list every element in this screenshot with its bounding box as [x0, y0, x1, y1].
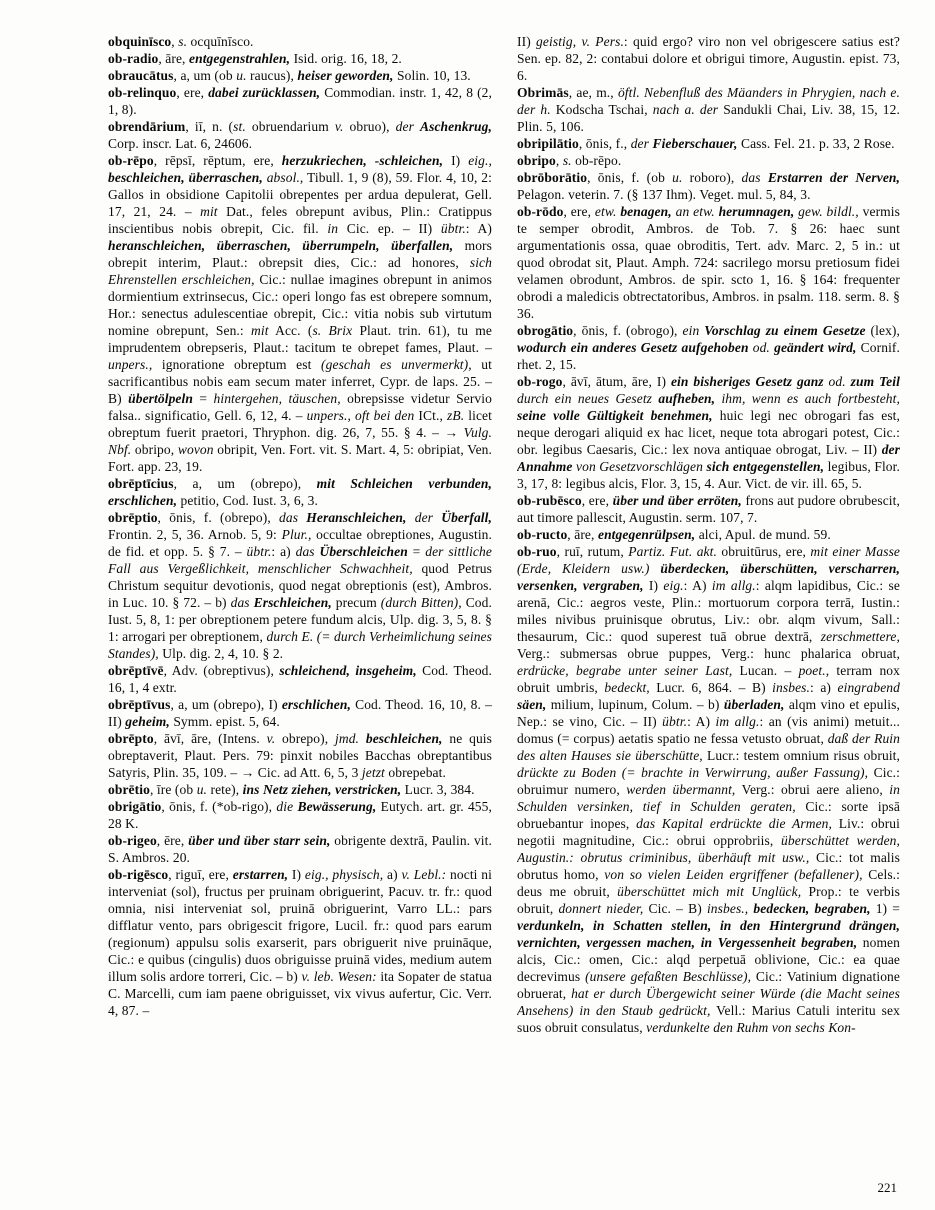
entry-text: daß der Ruin des alten Hauses sie überschütte,	[517, 731, 900, 763]
dictionary-entry	[108, 832, 492, 866]
entry-text: insbes.,	[706, 901, 749, 916]
dictionary-entry	[108, 67, 492, 84]
entry-text: Vorschlag zu einem Gesetze	[704, 323, 866, 338]
dictionary-entry	[108, 118, 492, 152]
entry-text: Überfall,	[441, 510, 492, 525]
entry-text: eig., physisch,	[304, 867, 384, 882]
entry-text: v. Lebl.:	[401, 867, 447, 882]
dictionary-entry	[517, 322, 900, 373]
entry-text: hat er durch Übergewicht seiner Würde (die Macht seines Ansehens) in den Staub gedrückt,	[517, 986, 900, 1018]
entry-text: , iī, n. (	[185, 119, 234, 134]
dictionary-entry	[517, 169, 900, 203]
entry-text: wodurch ein anderes Gesetz aufgehoben	[517, 340, 749, 355]
entry-text: geistig, v. Pers.	[536, 34, 624, 49]
entry-text: zerschmettere,	[820, 629, 900, 644]
entry-text: , āvī, ātum, āre, I)	[562, 374, 671, 389]
entry-text: das	[279, 510, 299, 525]
entry-text: beschleichen,	[365, 731, 443, 746]
entry-text: erdrücke, begrabe unter seiner Last,	[517, 663, 733, 678]
entry-text: obruitūrus, ere,	[716, 544, 811, 559]
entry-text: : an (vis animi) metuit... domus (= corpus) aetatis spatio ne fessa vetusto obruat,	[517, 714, 900, 746]
headword: obrēptīcius	[108, 476, 174, 491]
entry-text: , a, um (ob	[173, 68, 237, 83]
entry-text: Cic. – B)	[643, 901, 707, 916]
headword: ob-rēpo	[108, 153, 154, 168]
entry-text: rete),	[207, 782, 243, 797]
entry-text: s.	[178, 34, 188, 49]
entry-text: =	[407, 544, 426, 559]
entry-text: jetzt	[361, 765, 385, 780]
entry-text: precum	[331, 595, 381, 610]
entry-text: Verg.: obrui aere alieno,	[735, 782, 890, 797]
entry-text: (durch Bitten),	[380, 595, 462, 610]
entry-text: wovon	[177, 442, 214, 457]
entry-text: ne quis obreptaverit, Plaut. Pers. 79: pinxit nobiles Bacchas obreptantibus Satyris, Plin. 35, 109. – → Cic. ad Att. 6, 5, 3	[108, 731, 492, 780]
entry-text: sich Ehrenstellen erschleichen,	[108, 255, 492, 287]
entry-text: gew. bildl.,	[798, 204, 859, 219]
entry-text: übertölpeln	[128, 391, 193, 406]
headword: obquinīsco	[108, 34, 172, 49]
headword: obrendārium	[108, 119, 186, 134]
entry-text: ihm, wenn es auch fortbesteht,	[721, 391, 900, 406]
entry-text: in Schulden versinken, tief in Schulden geraten,	[517, 782, 900, 814]
entry-text: ins Netz ziehen, verstricken,	[242, 782, 402, 797]
entry-text: u.	[196, 782, 208, 797]
entry-text: Plur.,	[281, 527, 312, 542]
entry-text: der Annahme	[517, 442, 900, 474]
entry-text: : A)	[687, 714, 716, 729]
headword: obripo	[517, 153, 556, 168]
entry-text: eig.	[663, 578, 684, 593]
entry-text: etw.	[594, 204, 617, 219]
entry-text	[649, 561, 660, 576]
entry-text: od.	[828, 374, 846, 389]
entry-text: die	[276, 799, 294, 814]
entry-text: Commodian. instr. 1, 42, 8 (2, 1, 8).	[108, 85, 492, 117]
entry-text: st.	[233, 119, 246, 134]
entry-text: drückte zu Boden (= brachte in Verwirrung, außer Fassung),	[517, 765, 869, 780]
entry-text: der	[414, 510, 434, 525]
entry-text: öftl. Nebenfluß des Mäanders in Phrygien, nach e. der h.	[517, 85, 900, 117]
entry-text: mit	[251, 323, 269, 338]
entry-text: =	[192, 391, 214, 406]
entry-text: (geschah es unvermerkt),	[321, 357, 472, 372]
entry-text: , a, um (obrepo), I)	[170, 697, 282, 712]
entry-text: der	[395, 119, 414, 134]
dictionary-entry	[517, 33, 900, 84]
entry-text: Cic. ep. – II)	[338, 221, 441, 236]
entry-text: heranschleichen, überraschen, überrumpeln, überfallen,	[108, 238, 454, 253]
headword: obrogātio	[517, 323, 574, 338]
entry-text: , ruī, rutum,	[556, 544, 629, 559]
entry-text: a)	[383, 867, 402, 882]
entry-text: das Kapital erdrückte die Armen,	[636, 816, 833, 831]
entry-text: überschüttet mich mit Unglück,	[617, 884, 802, 899]
entry-text: verdunkeln, in Schatten stellen, in den Hintergrund drängen, vernichten, vergessen machen, in Vergessenheit begraben,	[517, 918, 900, 950]
page-number: 221	[877, 1180, 897, 1195]
entry-text	[407, 510, 415, 525]
entry-text: Cic.: tot malis obrutus homo,	[517, 850, 900, 882]
entry-text: erstarren,	[232, 867, 289, 882]
entry-text: überladen,	[723, 697, 785, 712]
entry-text: heiser geworden,	[297, 68, 394, 83]
entry-text: verdunkelte den Ruhm von sechs Kon-	[646, 1020, 856, 1035]
dictionary-entry	[517, 84, 900, 135]
entry-text: : A)	[683, 578, 712, 593]
entry-text	[359, 731, 366, 746]
entry-text: Bewässerung,	[297, 799, 377, 814]
entry-text: übtr.	[440, 221, 466, 236]
entry-text: ,	[171, 34, 179, 49]
entry-text: Solin. 10, 13.	[393, 68, 471, 83]
entry-text: übtr.	[662, 714, 688, 729]
entry-text: von so vielen Leiden ergriffener (befallener),	[604, 867, 863, 882]
entry-text: ,	[555, 153, 563, 168]
entry-text: Cels.: deus me obruit,	[517, 867, 900, 899]
dictionary-entry	[517, 152, 900, 169]
entry-text: , ōnis, f. (obrogo),	[573, 323, 683, 338]
entry-text: schleichend, insgeheim,	[279, 663, 417, 678]
entry-text: , a, um (obrepo),	[173, 476, 317, 491]
entry-text: in	[327, 221, 339, 236]
entry-text: obripo,	[131, 442, 178, 457]
entry-text: , ōnis, f. (*ob-rigo),	[161, 799, 277, 814]
entry-text: vermis te semper obrodit, Ambros. de Tob. 7. § 26: haec sunt argumentationis ossa, quae obroditis, Tert. adv. Marc. 2, 5 in.: ut quod obrodat sit, Plaut. Amph. 724: sacrilego morsu pretiosum fidei velamen obrodunt, Ambros. de spir. scto 1, 16. § 164: frequenter obrodi a maledicis obtrectatoribus, Ambros. in psalm. 118. serm. 8. § 36.	[517, 204, 900, 321]
entry-text: benagen,	[620, 204, 672, 219]
entry-text: obrepo),	[275, 731, 335, 746]
entry-text: , ōnis, f. (ob	[587, 170, 673, 185]
entry-text: alqm vino et epulis, Nep.: se vino, Cic. – II)	[517, 697, 900, 729]
entry-text: Symm. epist. 5, 64.	[169, 714, 280, 729]
dictionary-entry	[108, 798, 492, 832]
entry-text: nomen alcis, Cic.: omen, Cic.: alqd perpetuā oblivione, Cic.: ea quae decrevimus	[517, 935, 900, 984]
headword: ob-rogo	[517, 374, 563, 389]
headword: ob-ruo	[517, 544, 557, 559]
entry-text: , ere,	[563, 204, 595, 219]
entry-text: geändert wird,	[774, 340, 857, 355]
entry-text: s.	[562, 153, 572, 168]
entry-text: : alqm lapidibus, Cic.: se arenā, Cic.: aegros veste, Plin.: mortuorum corpora terrā, Iustin.: miles nivibus pruinisque obrutus, Liv.: obr. alqm vivum, Sall.: thesaurum, Cic.: quod superest tuā obrue dextrā,	[517, 578, 900, 644]
dictionary-entry	[108, 50, 492, 67]
entry-text: durch E. (= durch Verheimlichung seines Standes),	[108, 629, 492, 661]
entry-text: II)	[517, 34, 537, 49]
entry-text: v.	[334, 119, 344, 134]
entry-text: alci, Apul. de mund. 59.	[695, 527, 831, 542]
entry-text: , Adv. (obreptivus),	[163, 663, 280, 678]
dictionary-entry	[517, 203, 900, 322]
entry-text: jmd.	[335, 731, 360, 746]
entry-text: eig.,	[468, 153, 492, 168]
entry-text: , ere,	[581, 493, 613, 508]
entry-text: , āre,	[567, 527, 598, 542]
entry-text: Cod. Theod. 16, 1, 4 extr.	[108, 663, 492, 695]
entry-text: dabei zurücklassen,	[208, 85, 321, 100]
entry-text: Eutych. art. gr. 455, 28 K.	[108, 799, 492, 831]
entry-text: werden übermannt,	[626, 782, 736, 797]
entry-text: poet.,	[798, 663, 830, 678]
entry-text: Lucr.: testem omnium risus obruit,	[702, 748, 900, 763]
entry-text	[433, 510, 441, 525]
entry-text: , ōnis, f.,	[578, 136, 631, 151]
entry-text: ICt.,	[414, 408, 447, 423]
entry-text: I)	[443, 153, 469, 168]
dictionary-entry	[108, 475, 492, 509]
entry-text: säen,	[517, 697, 547, 712]
entry-text: Pelagon. veterin. 7. (§ 137 Ihm). Veget. mul. 5, 84, 3.	[517, 187, 811, 202]
entry-text: entgegenstrahlen,	[189, 51, 291, 66]
entry-text: obruendarium	[245, 119, 335, 134]
entry-text: Cic.: obruimur numero,	[517, 765, 900, 797]
entry-text: donnert nieder,	[558, 901, 644, 916]
entry-text: roboro),	[682, 170, 742, 185]
entry-text: geheim,	[125, 714, 170, 729]
entry-text: Cod. Iust. 5, 8, 1: per obreptionem petere fundum alcis, Ulp. dig. 3, 5, 8. § 1: arrogari per obreptionem,	[108, 595, 492, 644]
dictionary-entry	[517, 492, 900, 526]
entry-text: , īre (ob	[149, 782, 197, 797]
entry-text: occultae obreptiones, Augustin. de fid. et opp. 5. § 7. –	[108, 527, 492, 559]
entry-text: (lex),	[865, 323, 900, 338]
entry-text: im allg.	[711, 578, 756, 593]
entry-text: seine volle Gültigkeit benehmen,	[517, 408, 713, 423]
entry-text: herzukriechen, -schleichen,	[281, 153, 444, 168]
entry-text: Plaut. trin. 61), tu me imprudentem obrepseris, Plaut.: tacitum te obrepet fames, Plaut. –	[108, 323, 492, 355]
entry-text: Lucr. 6, 864. – B)	[649, 680, 773, 695]
entry-text: über und über starr sein,	[188, 833, 331, 848]
entry-text: obruo),	[343, 119, 396, 134]
entry-text: Ulp. dig. 2, 4, 10. § 2.	[158, 646, 284, 661]
right-column	[517, 33, 900, 1195]
dictionary-entry	[108, 33, 492, 50]
entry-text: Erschleichen,	[253, 595, 332, 610]
entry-text: ita Sopater de statua C. Marcelli, cum iam paene obriguisset, vix vivus aufertur, Cic. Verr. 4, 87. –	[108, 969, 492, 1018]
dictionary-entry	[517, 373, 900, 492]
entry-text: , riguī, ere,	[168, 867, 233, 882]
entry-text: Cic.: nullae imagines obrepunt in animos dormientium extrinsecus, Cic.: operi longo fas est obrepere somnum, Hor.: senectus adulescentiae obrepit, Cic.: vitia nobis sub virtutum nomine obrepunt, Sen.:	[108, 272, 492, 338]
entry-text: eingrabend	[837, 680, 900, 695]
headword: obrēptīvē	[108, 663, 164, 678]
entry-text: Lucr. 3, 384.	[401, 782, 475, 797]
entry-text: mit einer Masse (Erde, Kleidern usw.)	[517, 544, 900, 576]
entry-text: , ae, m.,	[568, 85, 618, 100]
entry-text: Cic.: sorte ipsā obruebantur inopes,	[517, 799, 900, 831]
headword: obrēptīvus	[108, 697, 171, 712]
entry-text: das	[741, 170, 761, 185]
dictionary-entry	[108, 696, 492, 730]
entry-text: Dat., feles obrepunt avibus, Plin.: Cratippus inscientibus nobis obrepit, Cic. fil.	[108, 204, 492, 236]
entry-text: übtr.	[246, 544, 272, 559]
entry-text: zB.	[447, 408, 465, 423]
entry-text: beschleichen, überraschen,	[108, 170, 263, 185]
entry-text: durch ein neues Gesetz	[517, 391, 653, 406]
entry-text: hintergehen, täuschen,	[213, 391, 341, 406]
entry-text: : a)	[810, 680, 838, 695]
headword: ob-rigeo	[108, 833, 157, 848]
headword: obrēpto	[108, 731, 154, 746]
entry-text: , ēre,	[156, 833, 189, 848]
entry-text: milium, lupinum, Colum. – b)	[546, 697, 724, 712]
entry-text	[761, 170, 768, 185]
headword: obripilātio	[517, 136, 579, 151]
entry-text: Erstarren der Nerven,	[767, 170, 900, 185]
entry-text: Kodscha Tschai,	[550, 102, 653, 117]
entry-text: Vell.: Marius Catuli interitu sex suos obruit consulatus,	[517, 1003, 900, 1035]
entry-text: der	[630, 136, 649, 151]
entry-text: im allg.	[715, 714, 760, 729]
entry-text: herumnagen,	[718, 204, 795, 219]
entry-text: Vulg. Nbf.	[108, 425, 492, 457]
entry-text: erschlichen,	[281, 697, 351, 712]
entry-text: I)	[643, 578, 664, 593]
entry-text: obrepsisse videtur Servio falsa.. significatio, Gell. 6, 12, 4. –	[108, 391, 492, 423]
entry-text: I)	[288, 867, 305, 882]
entry-text: das	[230, 595, 250, 610]
entry-text: bedeckt,	[604, 680, 650, 695]
entry-text: überdecken, überschütten, verscharren, versenken, vergraben,	[517, 561, 900, 593]
entry-text: Acc. (	[268, 323, 313, 338]
entry-text: das	[295, 544, 315, 559]
headword: ob-relinquo	[108, 85, 177, 100]
headword: obrēptio	[108, 510, 158, 525]
entry-text: ein bisheriges Gesetz ganz	[670, 374, 824, 389]
entry-text: Cornif. rhet. 2, 15.	[517, 340, 900, 372]
entry-text: legibus, Flor. 3, 17, 8: legibus alcis, Flor. 3, 15, 4. Aur. Vict. de vir. ill. 65, 5.	[517, 459, 900, 491]
entry-text: Heranschleichen,	[306, 510, 407, 525]
entry-text: Prop.: te verbis obruit,	[517, 884, 900, 916]
dictionary-entry	[108, 662, 492, 696]
entry-text: aufheben,	[658, 391, 716, 406]
entry-text: zum Teil	[850, 374, 900, 389]
dictionary-entry	[108, 730, 492, 781]
entry-text: Fieberschauer,	[652, 136, 738, 151]
entry-text: Isid. orig. 16, 18, 2.	[290, 51, 402, 66]
entry-text: obrigente dextrā, Paulin. vit. S. Ambros. 20.	[108, 833, 492, 865]
entry-text: Partiz. Fut. akt.	[628, 544, 717, 559]
entry-text: nocti ni interveniat (sol), fructus per pruinam obriguerint, Pacuv. tr. fr.: quod omnia, nisi interveniat sol, pruinā obriguerint, Varro LL.: pars difflatur vento, pars obrigescit frigore, Lucil. fr.: quod pars earum (regionum) appulsu solis exarserit, pars obriguerit nive pruināque, Cic.: e quibus (cingulis) duos obriguisse pruinā vides, medium autem illum solis ardore torreri, Cic. – b)	[108, 867, 492, 984]
left-column	[108, 33, 492, 1195]
entry-text: der sittliche Fall aus Vergeßlichkeit, menschlicher Schwachheit,	[108, 544, 492, 576]
entry-text: petitio, Cod. Iust. 3, 6, 3.	[177, 493, 318, 508]
dictionary-entry	[517, 135, 900, 152]
dictionary-entry	[108, 509, 492, 662]
entry-text: Cic.: Vatinium dignatione obruerat,	[517, 969, 900, 1001]
entry-text: obripit, Ven. Fort. vit. S. Mart. 4, 5: obripiat, Ven. Fort. app. 23, 19.	[108, 442, 492, 474]
headword: ob-ructo	[517, 527, 568, 542]
entry-text: : quid ergo? viro non vel obrigescere satius est? Sen. ep. 82, 2: contabui dolore et obrigui timore, Augustin. epist. 73, 6.	[517, 34, 900, 83]
entry-text: obrepebat.	[384, 765, 446, 780]
entry-text: mit	[200, 204, 218, 219]
entry-text: mors obrepit interim, Plaut.: obrepsit dies, Cic.: ad honores,	[108, 238, 492, 270]
entry-text: v.	[266, 731, 276, 746]
entry-text: über und über erröten,	[612, 493, 742, 508]
entry-text: v. leb. Wesen:	[301, 969, 377, 984]
entry-text: ignoratione obreptum est	[152, 357, 322, 372]
entry-text: nach a. der	[652, 102, 719, 117]
entry-text: mit Schleichen verbunden, erschlichen,	[108, 476, 492, 508]
entry-text: Frontin. 2, 5, 36. Arnob. 5, 9:	[108, 527, 282, 542]
headword: ob-rōdo	[517, 204, 564, 219]
entry-text: Sandukli Chai, Liv. 38, 15, 12. Plin. 5, 106.	[517, 102, 900, 134]
headword: obrigātio	[108, 799, 162, 814]
entry-text: huic legi nec obrogari fas est, neque derogari aliquid ex hac licet, neque tota abrogari potest, Cic.: obr. legibus Caesaris, Cic.: lex nova antiquae obrogat, Liv. – II)	[517, 408, 900, 457]
entry-text: : A)	[465, 221, 492, 236]
entry-text: , ōnis, f. (obrepo),	[157, 510, 280, 525]
headword: ob-rubēsco	[517, 493, 582, 508]
entry-text: , āre,	[158, 51, 189, 66]
entry-text: absol.,	[266, 170, 304, 185]
entry-text: u.	[236, 68, 247, 83]
headword: obrētio	[108, 782, 150, 797]
entry-text: von Gesetzvorschlägen	[576, 459, 703, 474]
entry-text: Tibull. 1, 9 (8), 59. Flor. 4, 10, 2: Gallos in obsidione Capitolii obrepentes per ardua depulerat, Gell. 17, 21, 24. –	[108, 170, 492, 219]
entry-text: 1) =	[870, 901, 900, 916]
entry-text: : a)	[271, 544, 296, 559]
entry-text: ut sacrificantibus nobis eam secum mater inferret, Cypr. de laps. 25. – B)	[108, 357, 492, 406]
headword: obraucātus	[108, 68, 174, 83]
entry-text: Cod. Theod. 16, 10, 8. – II)	[108, 697, 492, 729]
entry-text: Verg.: submersas obrue puppes, Verg.: hunc phalarica obruat,	[517, 646, 900, 661]
entry-text: , rēpsī, rēptum, ere,	[153, 153, 282, 168]
entry-text: Überschleichen	[319, 544, 408, 559]
entry-text: ocquīnīsco.	[187, 34, 254, 49]
entry-text: sich entgegenstellen,	[706, 459, 825, 474]
entry-text: überschüttet werden, Augustin.: obrutus criminibus, überhäuft mit usw.,	[517, 833, 900, 865]
dictionary-entry	[108, 781, 492, 798]
entry-text: ob-rēpo.	[571, 153, 622, 168]
entry-text: bedecken, begraben,	[753, 901, 871, 916]
entry-text: terram nox obruit umbris,	[517, 663, 900, 695]
entry-text: od.	[752, 340, 770, 355]
entry-text: entgegenrülpsen,	[597, 527, 696, 542]
entry-text: licet obreptum fuerit praetori, Thryphon. dig. 26, 7, 55. § 4. – →	[108, 408, 492, 440]
dictionary-entry	[108, 866, 492, 1019]
entry-text: unpers.,	[108, 357, 153, 372]
headword: Obrimās	[517, 85, 569, 100]
dictionary-entry	[108, 84, 492, 118]
entry-text: , āvī, āre, (Intens.	[153, 731, 267, 746]
entry-text: (unsere gefaßten Beschlüsse),	[585, 969, 752, 984]
entry-text: Liv.: obrui negotii magnitudine, Cic.: obrui opprobriis,	[517, 816, 900, 848]
entry-text: Cass. Fel. 21. p. 33, 2 Rose.	[737, 136, 895, 151]
entry-text: Aschenkrug,	[419, 119, 492, 134]
entry-text: raucus),	[246, 68, 298, 83]
headword: ob-radio	[108, 51, 159, 66]
entry-text: s. Brix	[312, 323, 353, 338]
dictionary-entry	[517, 543, 900, 1036]
entry-text: an etw.	[675, 204, 715, 219]
entry-text: insbes.	[772, 680, 810, 695]
dictionary-entry	[517, 526, 900, 543]
entry-text: Corp. inscr. Lat. 6, 24606.	[108, 136, 253, 151]
dictionary-entry	[108, 152, 492, 475]
headword: obrōborātio	[517, 170, 588, 185]
entry-text: , ere,	[176, 85, 209, 100]
entry-text: unpers., oft bei den	[306, 408, 415, 423]
entry-text: quod Petrus Christum sequitur devotionis, quod negat obreptionis (est), Ambros. in Luc. 10. § 72. – b)	[108, 561, 492, 610]
entry-text: frons aut pudore obrubescit, aut timore pallescit, Augustin. serm. 107, 7.	[517, 493, 900, 525]
entry-text: ein	[682, 323, 700, 338]
headword: ob-rigēsco	[108, 867, 169, 882]
entry-text: Lucan. –	[732, 663, 799, 678]
entry-text: u.	[672, 170, 683, 185]
